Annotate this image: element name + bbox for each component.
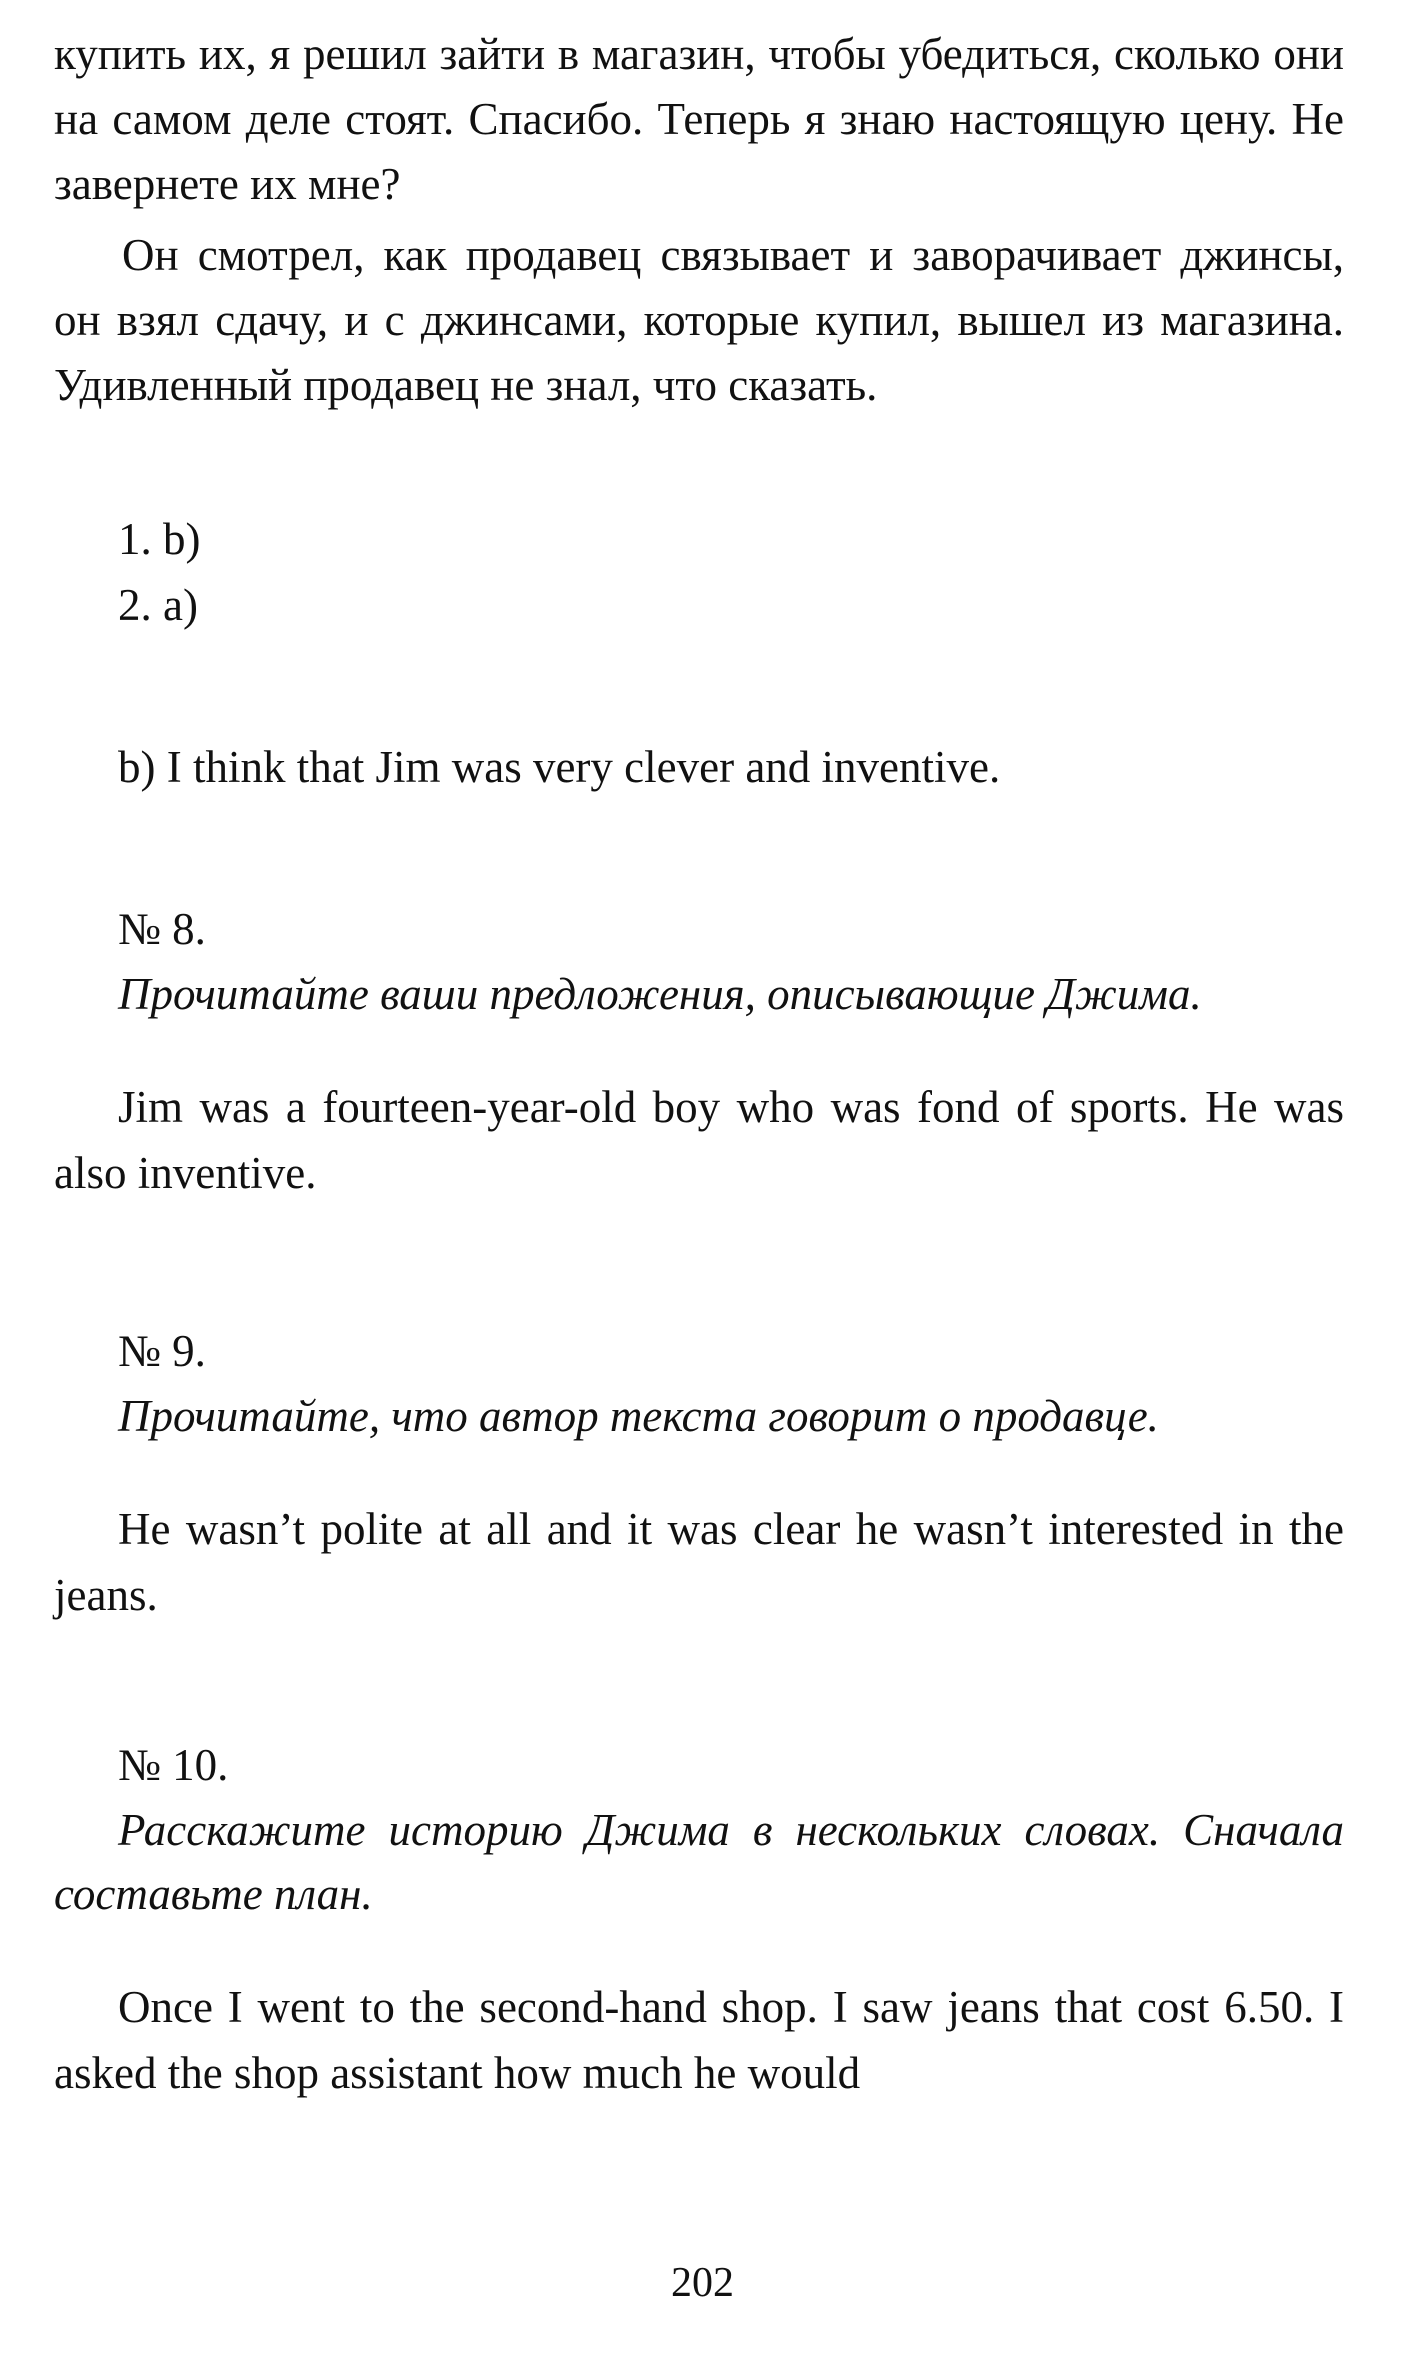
task-9-instruction: Прочитайте, что автор текста говорит о продавце.	[118, 1391, 1159, 1441]
answer-item-1: 1. b)	[118, 514, 201, 564]
task-10-answer: Once I went to the second-hand shop. I saw jeans that cost 6.50. I asked the shop assistant how much he would	[54, 1982, 1344, 2098]
answer-b-sentence: b) I think that Jim was very clever and inventive.	[118, 742, 1001, 792]
answer-list	[54, 506, 1344, 638]
page-number: 202	[671, 2260, 734, 2306]
intro-paragraph-1: купить их, я решил зайти в магазин, чтобы убедиться, сколько они на самом деле стоят. Спасибо. Теперь я знаю настоящую цену. Не завернете их мне?	[54, 29, 1344, 209]
task-10-number: № 10.	[118, 1740, 229, 1790]
task-8-number: № 8.	[118, 904, 206, 954]
intro-paragraph-2: Он смотрел, как продавец связывает и заворачивает джинсы, он взял сдачу, и с джинсами, которые купил, вышел из магазина. Удивленный продавец не знал, что сказать.	[54, 230, 1344, 410]
task-9	[54, 1318, 1344, 1628]
task-9-answer: He wasn’t polite at all and it was clear he wasn’t interested in the jeans.	[54, 1504, 1344, 1620]
page-body	[54, 22, 1344, 2106]
answer-item-2: 2. a)	[118, 580, 198, 630]
task-8-answer: Jim was a fourteen-year-old boy who was fond of sports. He was also inventive.	[54, 1082, 1344, 1198]
task-10-instruction: Расскажите историю Джима в нескольких словах. Сначала составьте план.	[54, 1805, 1344, 1919]
task-8	[54, 896, 1344, 1206]
task-8-instruction: Прочитайте ваши предложения, описывающие Джима.	[118, 969, 1202, 1019]
task-10	[54, 1732, 1344, 2106]
task-9-number: № 9.	[118, 1326, 206, 1376]
